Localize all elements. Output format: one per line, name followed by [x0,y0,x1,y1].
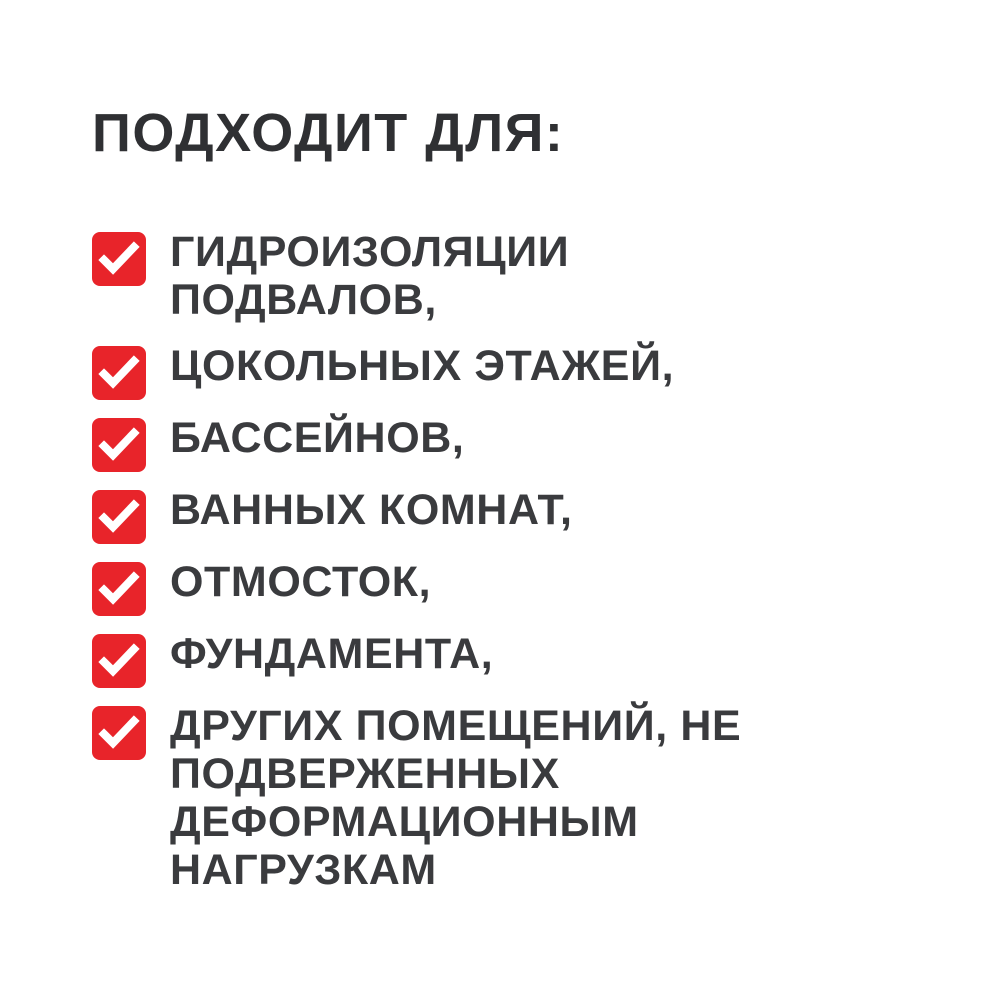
list-item [92,342,920,396]
list-item [92,486,920,540]
list-item-label: ГИДРОИЗОЛЯЦИИ ПОДВАЛОВ, [170,228,570,324]
suitable-for-list [92,228,920,894]
list-item-label: ЦОКОЛЬНЫХ ЭТАЖЕЙ, [170,342,675,390]
check-icon [92,562,146,616]
list-item-label: ФУНДАМЕНТА, [170,630,494,678]
check-icon [92,706,146,760]
check-icon [92,418,146,472]
check-icon [92,232,146,286]
list-item [92,558,920,612]
list-item [92,702,920,894]
list-item-label: ВАННЫХ КОМНАТ, [170,486,573,534]
list-item [92,630,920,684]
list-item-label: БАССЕЙНОВ, [170,414,465,462]
list-item-label: ОТМОСТОК, [170,558,432,606]
list-item-label: ДРУГИХ ПОМЕЩЕНИЙ, НЕ ПОДВЕРЖЕННЫХ ДЕФОРМАЦИОННЫМ НАГРУЗКАМ [170,702,742,894]
check-icon [92,634,146,688]
list-item [92,414,920,468]
check-icon [92,346,146,400]
check-icon [92,490,146,544]
page-title: ПОДХОДИТ ДЛЯ: [92,103,565,163]
list-item [92,228,920,324]
